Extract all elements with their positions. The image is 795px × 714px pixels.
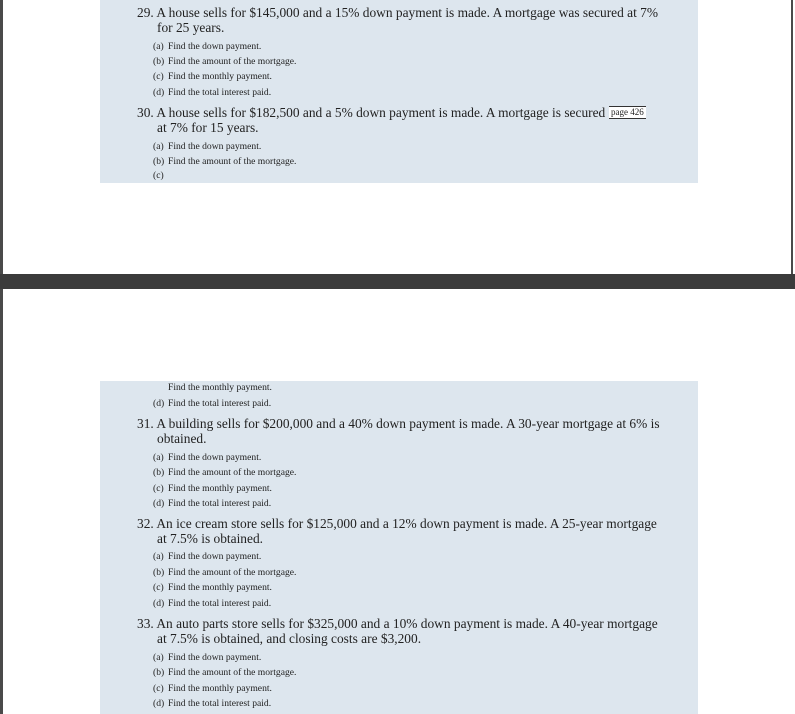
question-32 <box>137 516 657 532</box>
question-text-line2: at 7.5% is obtained, and closing costs are $3,200. <box>157 631 422 646</box>
question-text-line2: at 7.5% is obtained. <box>157 531 263 546</box>
question-29 <box>137 5 658 21</box>
sub-question-d: (d) Find the total interest paid. <box>153 698 272 709</box>
sub-question-b: (b) Find the amount of the mortgage. <box>153 667 297 678</box>
sub-question-b: (b) Find the amount of the mortgage. <box>153 156 297 167</box>
question-number: 31. <box>137 416 154 431</box>
sub-question-d: (d) Find the total interest paid. <box>153 87 272 98</box>
question-text-line2: at 7% for 15 years. <box>157 120 259 135</box>
exercise-panel-top <box>100 0 698 183</box>
sub-question-a: (a) Find the down payment. <box>153 141 262 152</box>
exercise-panel-bottom <box>100 381 698 714</box>
question-number: 30. <box>137 105 154 120</box>
sub-question-b: (b) Find the amount of the mortgage. <box>153 567 297 578</box>
sub-question-c: (c) Find the monthly payment. <box>153 582 272 593</box>
question-31 <box>137 416 660 432</box>
sub-question-c: (c) Find the monthly payment. <box>153 71 272 82</box>
question-text-line1: A house sells for $145,000 and a 15% down payment is made. A mortgage was secured at 7% <box>156 5 659 20</box>
sub-question-d: (d) Find the total interest paid. <box>153 498 272 509</box>
question-text-line1: An ice cream store sells for $125,000 and a 12% down payment is made. A 25-year mortgage <box>156 516 657 531</box>
question-text-line1: An auto parts store sells for $325,000 and a 10% down payment is made. A 40-year mortgage <box>156 616 658 631</box>
sub-question-c: (c) Find the monthly payment. <box>153 483 272 494</box>
question-33 <box>137 616 658 632</box>
sub-question-c-continued: Find the monthly payment. <box>168 382 272 393</box>
sub-question-a: (a) Find the down payment. <box>153 652 262 663</box>
sub-question-b: (b) Find the amount of the mortgage. <box>153 467 297 478</box>
question-number: 29. <box>137 5 154 20</box>
question-text-line1: A building sells for $200,000 and a 40% down payment is made. A 30-year mortgage at 6% is <box>156 416 660 431</box>
question-text-line1: A house sells for $182,500 and a 5% down payment is made. A mortgage is secured <box>156 105 606 120</box>
sub-question-b: (b) Find the amount of the mortgage. <box>153 56 297 67</box>
sub-question-a: (a) Find the down payment. <box>153 41 262 52</box>
sub-question-a: (a) Find the down payment. <box>153 452 262 463</box>
sub-question-a: (a) Find the down payment. <box>153 551 262 562</box>
page-divider <box>0 274 795 289</box>
sub-question-c: (c) Find the monthly payment. <box>153 683 272 694</box>
question-text-line2: obtained. <box>157 431 207 446</box>
page-reference-link[interactable]: page 426 <box>611 107 644 117</box>
question-number: 33. <box>137 616 154 631</box>
question-30 <box>137 105 605 121</box>
sub-question-c: (c) <box>153 170 164 181</box>
sub-question-d: (d) Find the total interest paid. <box>153 598 272 609</box>
question-number: 32. <box>137 516 154 531</box>
sub-question-d: (d) Find the total interest paid. <box>153 398 272 409</box>
question-text-line2: for 25 years. <box>157 20 225 35</box>
